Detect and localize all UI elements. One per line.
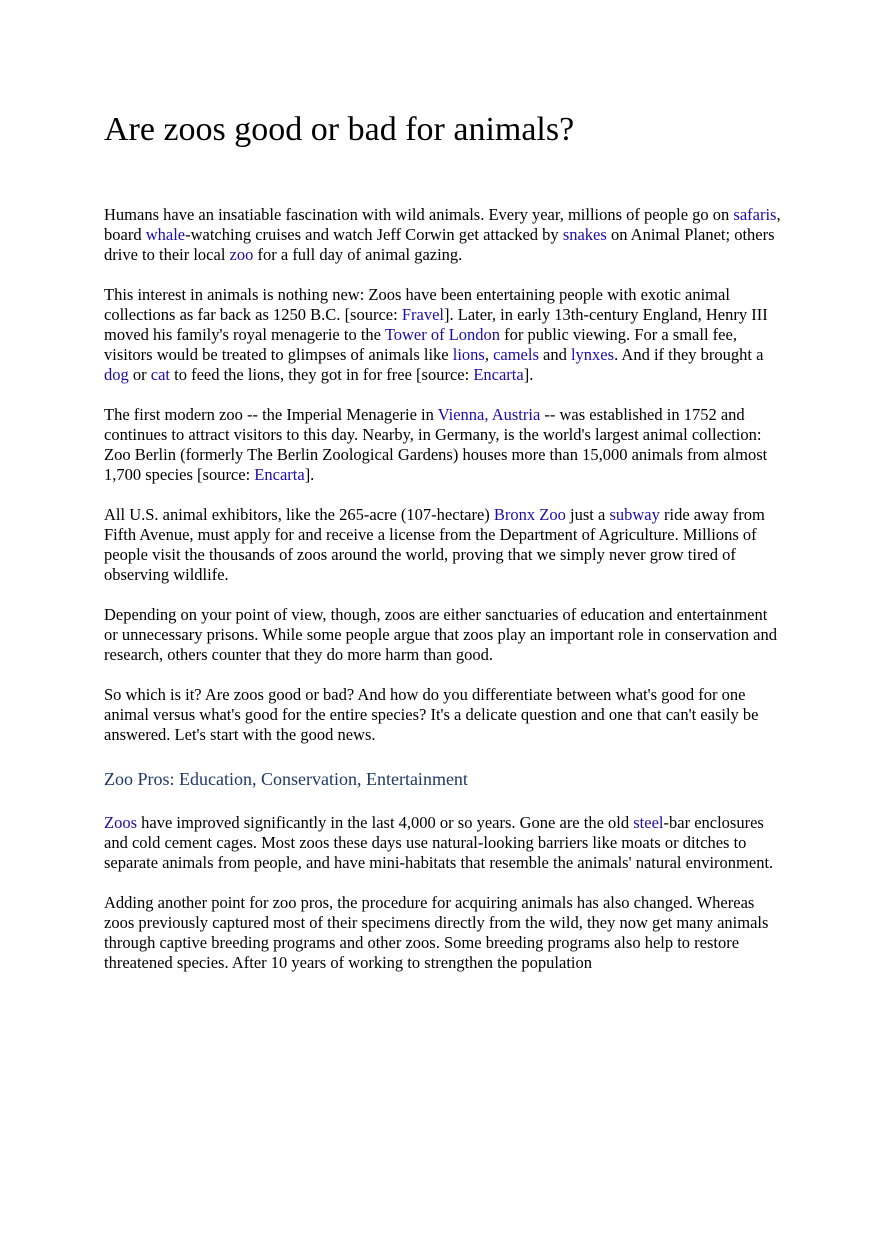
paragraph-text: to feed the lions, they got in for free [source: bbox=[169, 365, 474, 384]
paragraph-text: ]. bbox=[304, 465, 315, 484]
paragraph bbox=[104, 405, 784, 485]
paragraph bbox=[104, 505, 784, 585]
paragraph-text: just a bbox=[565, 505, 610, 524]
paragraph-text: and bbox=[538, 345, 571, 364]
page-title: Are zoos good or bad for animals? bbox=[104, 111, 575, 148]
article-body bbox=[104, 205, 784, 993]
section-paragraphs bbox=[104, 813, 784, 973]
paragraph-text: Adding another point for zoo pros, the procedure for acquiring animals has also changed. Whereas zoos previously captured most of their specimens directly from the wild, they now get many animals through captive breeding programs and other zoos. Some breeding programs also help to restore threatened species. After 10 years of working to strengthen the population bbox=[104, 893, 769, 972]
link-lions[interactable]: lions bbox=[452, 345, 485, 364]
paragraph bbox=[104, 205, 784, 265]
link-camels[interactable]: camels bbox=[493, 345, 539, 364]
link-whale[interactable]: whale bbox=[145, 225, 186, 244]
link-tower-of-london[interactable]: Tower of London bbox=[384, 325, 501, 344]
paragraph bbox=[104, 685, 784, 745]
link-subway[interactable]: subway bbox=[609, 505, 660, 524]
section-heading: Zoo Pros: Education, Conservation, Entertainment bbox=[104, 769, 468, 789]
paragraph-text: This interest in animals is nothing new: Zoos have been entertaining people with exotic animal collections as far back as 1250 B.C. [source: bbox=[104, 285, 730, 324]
paragraph-text: -watching cruises and watch Jeff Corwin get attacked by bbox=[185, 225, 563, 244]
paragraph-text: , bbox=[484, 345, 494, 364]
link-fravel[interactable]: Fravel bbox=[401, 305, 444, 324]
link-snakes[interactable]: snakes bbox=[562, 225, 607, 244]
paragraph-text: -bar enclosures and cold cement cages. Most zoos these days use natural-looking barriers like moats or ditches to separate animals from people, and have mini-habitats that resemble the animals' natural environment. bbox=[104, 813, 774, 872]
paragraph-text: So which is it? Are zoos good or bad? And how do you differentiate between what's good for one animal versus what's good for the entire species? It's a delicate question and one that can't easily be answered. Let's start with the good news. bbox=[104, 685, 759, 744]
link-safaris[interactable]: safaris bbox=[733, 205, 777, 224]
paragraph bbox=[104, 893, 784, 973]
link-lynxes[interactable]: lynxes bbox=[570, 345, 615, 364]
paragraph bbox=[104, 285, 784, 385]
link-encarta[interactable]: Encarta bbox=[473, 365, 524, 384]
intro-paragraphs bbox=[104, 205, 784, 745]
paragraph-text: ]. Later, in early 13th-century England, Henry III moved his family's royal menagerie to the bbox=[104, 305, 768, 344]
link-bronx-zoo[interactable]: Bronx Zoo bbox=[493, 505, 566, 524]
paragraph-text: ]. bbox=[523, 365, 534, 384]
paragraph bbox=[104, 813, 784, 873]
paragraph-text: . And if they brought a bbox=[614, 345, 764, 364]
link-zoos[interactable]: Zoos bbox=[104, 813, 137, 832]
paragraph-text: -- was established in 1752 and continues to attract visitors to this day. Nearby, in Germany, is the world's largest animal collection: Zoo Berlin (formerly The Berlin Zoological Gardens) houses more than 15,000 animals from almost 1,700 species [source: bbox=[104, 405, 768, 484]
paragraph-text: Humans have an insatiable fascination with wild animals. Every year, millions of people go on bbox=[104, 205, 734, 224]
link-dog[interactable]: dog bbox=[104, 365, 129, 384]
paragraph-text: All U.S. animal exhibitors, like the 265-acre (107-hectare) bbox=[104, 505, 494, 524]
link-encarta[interactable]: Encarta bbox=[254, 465, 305, 484]
paragraph-text: The first modern zoo -- the Imperial Menagerie in bbox=[104, 405, 438, 424]
link-vienna-austria[interactable]: Vienna, Austria bbox=[437, 405, 541, 424]
paragraph-text: for public viewing. For a small fee, visitors would be treated to glimpses of animals like bbox=[104, 325, 737, 364]
paragraph-text: on Animal Planet; others drive to their local bbox=[104, 225, 775, 264]
paragraph-text: or bbox=[128, 365, 151, 384]
paragraph-text: Depending on your point of view, though, zoos are either sanctuaries of education and entertainment or unnecessary prisons. While some people argue that zoos play an important role in conservation and research, others counter that they do more harm than good. bbox=[104, 605, 777, 664]
link-zoo[interactable]: zoo bbox=[229, 245, 254, 264]
paragraph-text: ride away from Fifth Avenue, must apply for and receive a license from the Department of Agriculture. Millions of people visit the thousands of zoos around the world, proving that we simply never grow tired of observing wildlife. bbox=[104, 505, 765, 584]
link-steel[interactable]: steel bbox=[633, 813, 664, 832]
paragraph-text: for a full day of animal gazing. bbox=[253, 245, 463, 264]
link-cat[interactable]: cat bbox=[150, 365, 170, 384]
paragraph-text: , board bbox=[104, 205, 781, 244]
paragraph bbox=[104, 605, 784, 665]
paragraph-text: have improved significantly in the last 4,000 or so years. Gone are the old bbox=[137, 813, 634, 832]
